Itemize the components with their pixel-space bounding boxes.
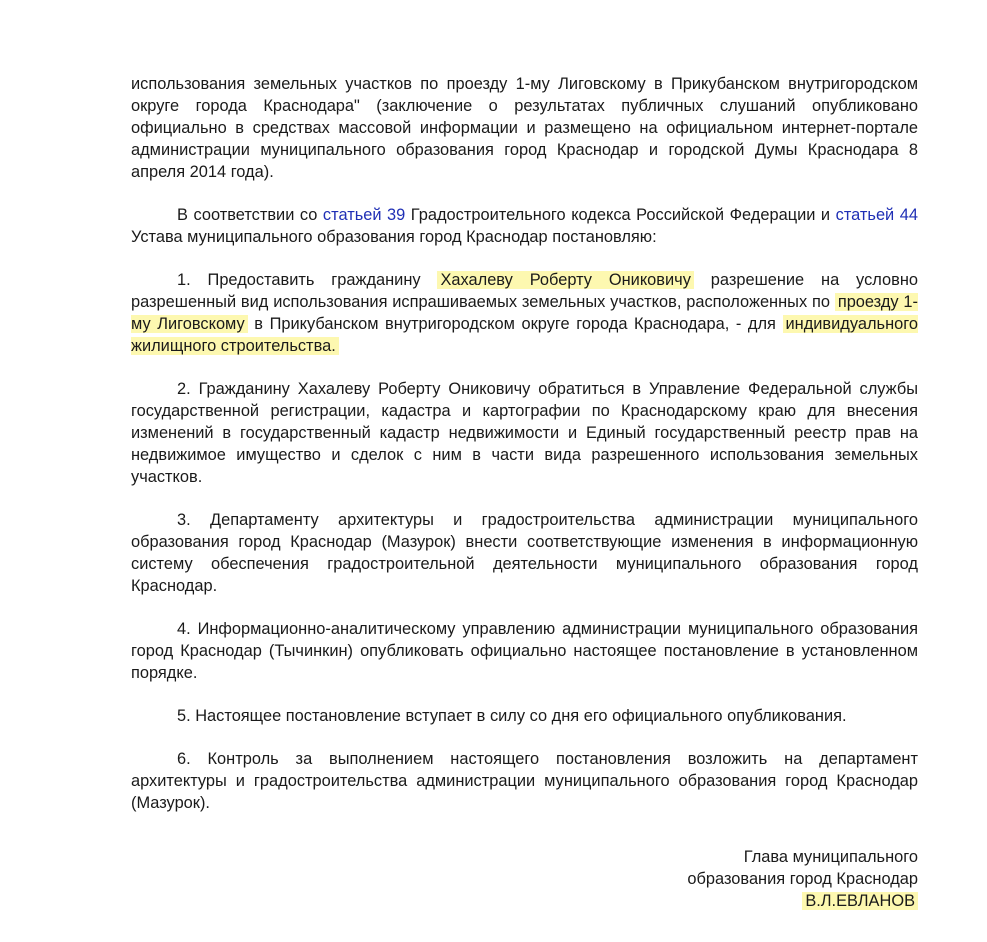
article-39-link[interactable]: статьей 39 <box>322 206 406 224</box>
citizen-name-highlight: Хахалеву Роберту Ониковичу <box>437 271 693 289</box>
purpose-highlight: индивидуального жилищного строительства. <box>131 315 918 355</box>
signature-block <box>131 846 918 912</box>
item-1-prefix: 1. Предоставить гражданину <box>177 271 438 289</box>
item-1-paragraph <box>131 269 918 357</box>
document-body <box>131 73 918 912</box>
preamble-text-middle: Градостроительного кодекса Российской Федерации и <box>405 206 836 224</box>
signature-title-line-1: Глава муниципального <box>743 848 918 866</box>
signature-title-line-2: образования город Краснодар <box>687 870 918 888</box>
item-6-paragraph: 6. Контроль за выполнением настоящего постановления возложить на департамент архитектуры и градостроительства администрации муниципального образования город Краснодар (Мазурок). <box>131 750 918 812</box>
preamble-paragraph <box>131 204 918 248</box>
preamble-text-after: Устава муниципального образования город Краснодар постановляю: <box>131 228 657 246</box>
street-highlight: проезду 1-му Лиговскому <box>131 293 918 333</box>
item-2-paragraph: 2. Гражданину Хахалеву Роберту Ониковичу обратиться в Управление Федеральной службы государственной регистрации, кадастра и картографии по Краснодарскому краю для внесения изменений в государственный кадастр недвижимости и Единый государственный реестр прав на недвижимое имущество и сделок с ним в части вида разрешенного использования земельных участков. <box>131 380 918 486</box>
item-4-paragraph: 4. Информационно-аналитическому управлению администрации муниципального образования город Краснодар (Тычинкин) опубликовать официально настоящее постановление в установленном порядке. <box>131 620 918 682</box>
signatory-name-line <box>131 890 918 912</box>
item-3-paragraph: 3. Департаменту архитектуры и градостроительства администрации муниципального образования город Краснодар (Мазурок) внести соответствующие изменения в информационную систему обеспечения градостроительной деятельности муниципального образования город Краснодар. <box>131 511 918 595</box>
preamble-text-before: В соответствии со <box>177 206 323 224</box>
item-1-text-b: в Прикубанском внутригородском округе города Краснодара, - для <box>247 315 783 333</box>
item-1-text-a: разрешение на условно разрешенный вид использования испрашиваемых земельных участков, расположенных по <box>131 271 918 311</box>
signatory-name-highlight: В.Л.ЕВЛАНОВ <box>802 892 918 910</box>
article-44-link[interactable]: статьей 44 <box>835 206 918 224</box>
intro-paragraph: использования земельных участков по проезду 1-му Лиговскому в Прикубанском внутригородском округе города Краснодара" (заключение о результатах публичных слушаний опубликовано официально в средствах массовой информации и размещено на официальном интернет-портале администрации муниципального образования город Краснодар и городской Думы Краснодара 8 апреля 2014 года). <box>131 75 918 181</box>
item-5-paragraph: 5. Настоящее постановление вступает в силу со дня его официального опубликования. <box>177 707 847 725</box>
